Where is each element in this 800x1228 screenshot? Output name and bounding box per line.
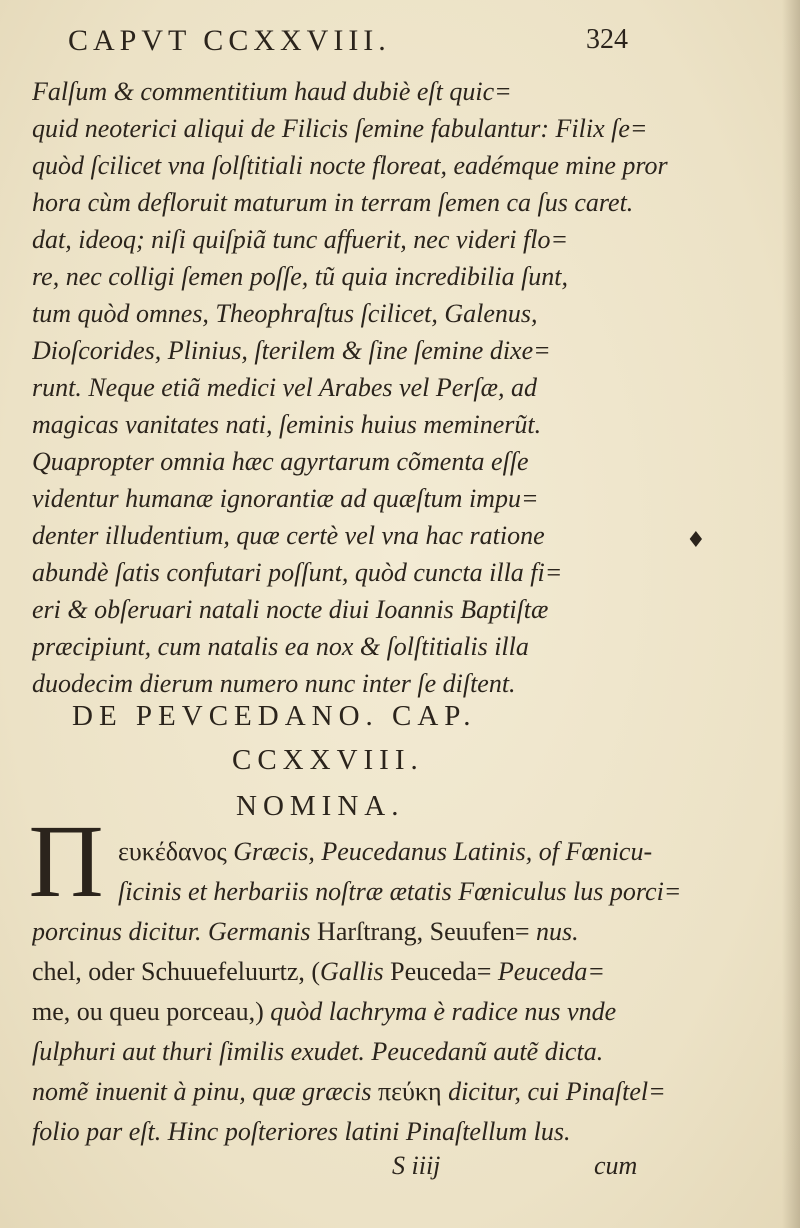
nomina-line: ſicinis et herbariis noſtræ ætatis Fœniculus lus porci= [118, 877, 682, 906]
text-line: præcipiunt, cum natalis ea nox & ſolſtitialis illa [32, 632, 529, 661]
text-line: magicas vanitates nati, ſeminis huius meminerũt. [32, 410, 542, 439]
text-line: duodecim dierum numero nunc inter ſe diſtent. [32, 669, 516, 698]
text-line: videntur humanæ ignorantiæ ad quæſtum impu= [32, 484, 539, 513]
text-line: Quapropter omnia hæc agyrtarum cõmenta eſſe [32, 447, 529, 476]
nomina-line: ευκέδανος Græcis, Peucedanus Latinis, of Fœnicu- [118, 837, 653, 866]
nomina-line: porcinus dicitur. Germanis Harſtrang, Seuufen= nus. [32, 917, 579, 946]
catchword: cum [594, 1151, 638, 1180]
text-line: runt. Neque etiã medici vel Arabes vel Perſæ, ad [32, 373, 537, 402]
text-line: denter illudentium, quæ certè vel vna hac ratione [32, 521, 545, 550]
nomina-line: nomẽ inuenit à pinu, quæ græcis πεύκη dicitur, cui Pinaſtel= [32, 1077, 666, 1106]
nomina-line: chel, oder Schuuefeluurtz, (Gallis Peuceda= Peuceda= [32, 957, 605, 986]
text-line: quid neoterici aliqui de Filicis ſemine fabulantur: Filix ſe= [32, 114, 648, 143]
nomina-line: folio par eſt. Hinc poſteriores latini Pinaſtellum lus. [32, 1117, 571, 1146]
chapter-number: CCXXVIII. [232, 744, 424, 776]
page-header [68, 24, 628, 64]
text-line: tum quòd omnes, Theophraſtus ſcilicet, Galenus, [32, 299, 538, 328]
chapter-title: DE PEVCEDANO. CAP. [72, 700, 477, 732]
decorated-initial: Π [28, 804, 104, 919]
text-line: hora cùm defloruit maturum in terram ſemen ca ſus caret. [32, 188, 634, 217]
text-line: Falſum & commentitium haud dubiè eſt quic= [32, 77, 512, 106]
text-line: abundè ſatis confutari poſſunt, quòd cuncta illa fi= [32, 558, 563, 587]
text-line: re, nec colligi ſemen poſſe, tũ quia incredibilia ſunt, [32, 262, 569, 291]
running-title: CAPVT CCXXVIII. [68, 24, 391, 57]
page-edge-shadow [782, 0, 800, 1228]
nomina-heading: NOMINA. [236, 790, 405, 822]
signature-mark: S iiij [392, 1151, 441, 1180]
text-line: quòd ſcilicet vna ſolſtitiali nocte floreat, eadémque mine pror [32, 151, 668, 180]
text-line: eri & obſeruari natali nocte diui Ioannis Baptiſtæ [32, 595, 549, 624]
nomina-line: ſulphuri aut thuri ſimilis exudet. Peucedanũ autẽ dicta. [32, 1037, 604, 1066]
text-line: dat, ideoq; niſi quiſpiã tunc affuerit, nec videri flo= [32, 225, 569, 254]
page-number: 324 [586, 24, 628, 55]
ink-blot: ♦ [686, 528, 706, 553]
text-line: Dioſcorides, Plinius, ſterilem & ſine ſemine dixe= [32, 336, 551, 365]
nomina-line: me, ou queu porceau,) quòd lachryma è radice nus vnde [32, 997, 617, 1026]
